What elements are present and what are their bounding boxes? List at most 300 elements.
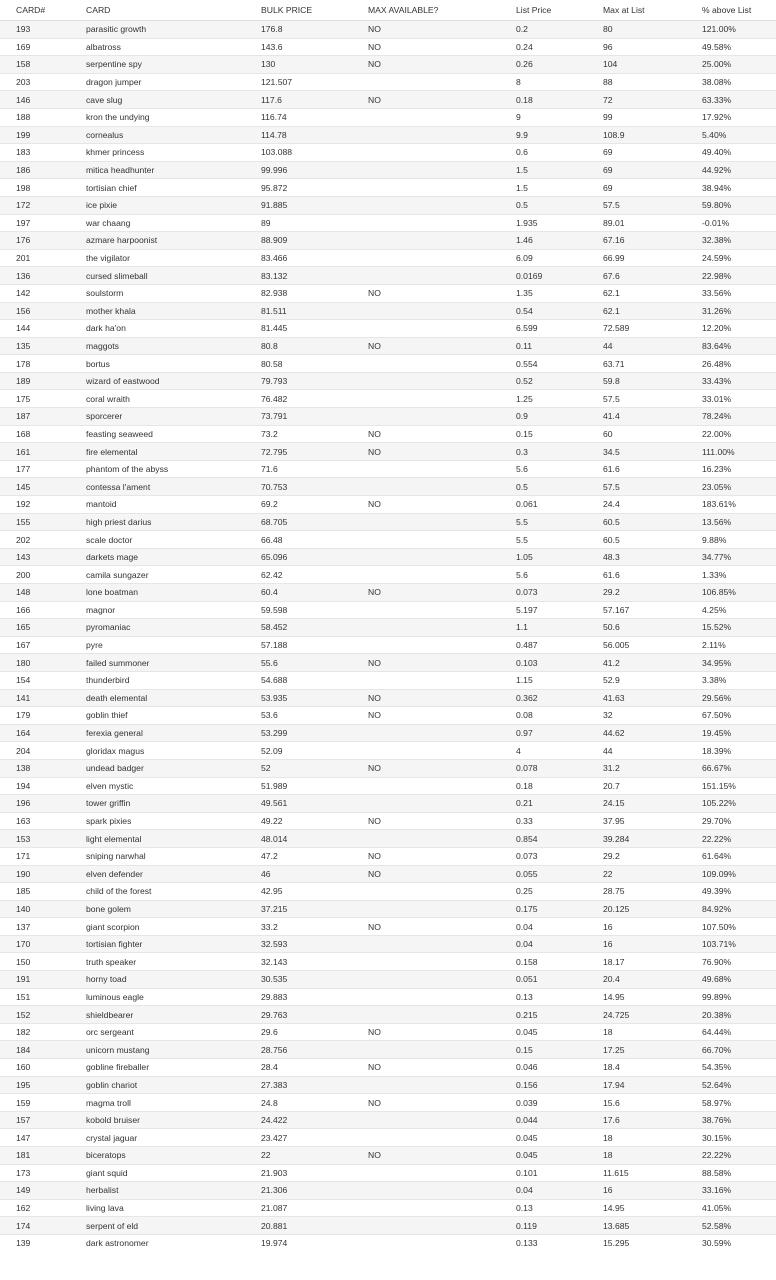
- table-row: [0, 865, 776, 883]
- column-header-list-price[interactable]: List Price: [500, 0, 587, 21]
- max-at-list-cell: 104: [587, 56, 686, 74]
- table-row: [0, 56, 776, 74]
- card-number-cell: 147: [0, 1129, 70, 1147]
- card-name-cell: ice pixie: [70, 196, 245, 214]
- percent-above-list-cell: 183.61%: [686, 496, 776, 514]
- table-row: [0, 496, 776, 514]
- table-row: [0, 513, 776, 531]
- list-price-cell: 0.055: [500, 865, 587, 883]
- card-number-cell: 165: [0, 619, 70, 637]
- max-available-cell: NO: [352, 1059, 500, 1077]
- percent-above-list-cell: 84.92%: [686, 900, 776, 918]
- list-price-cell: 1.1: [500, 619, 587, 637]
- max-at-list-cell: 59.8: [587, 372, 686, 390]
- list-price-cell: 0.33: [500, 812, 587, 830]
- max-at-list-cell: 60.5: [587, 531, 686, 549]
- percent-above-list-cell: 33.43%: [686, 372, 776, 390]
- bulk-price-cell: 76.482: [245, 390, 352, 408]
- max-at-list-cell: 14.95: [587, 988, 686, 1006]
- max-at-list-cell: 69: [587, 144, 686, 162]
- bulk-price-cell: 88.909: [245, 232, 352, 250]
- column-header-percent-above-list[interactable]: % above List: [686, 0, 776, 21]
- table-body: [0, 21, 776, 1252]
- column-header-bulk-price[interactable]: BULK PRICE: [245, 0, 352, 21]
- max-available-cell: NO: [352, 1147, 500, 1165]
- max-at-list-cell: 39.284: [587, 830, 686, 848]
- bulk-price-cell: 32.593: [245, 935, 352, 953]
- table-row: [0, 249, 776, 267]
- max-available-cell: [352, 601, 500, 619]
- max-available-cell: NO: [352, 56, 500, 74]
- card-name-cell: khmer princess: [70, 144, 245, 162]
- table-row: [0, 830, 776, 848]
- percent-above-list-cell: 18.39%: [686, 742, 776, 760]
- list-price-cell: 0.13: [500, 988, 587, 1006]
- column-header-max-available[interactable]: MAX AVAILABLE?: [352, 0, 500, 21]
- card-number-cell: 202: [0, 531, 70, 549]
- card-name-cell: the vigilator: [70, 249, 245, 267]
- list-price-cell: 1.05: [500, 548, 587, 566]
- bulk-price-cell: 59.598: [245, 601, 352, 619]
- max-available-cell: [352, 619, 500, 637]
- list-price-cell: 0.25: [500, 883, 587, 901]
- max-available-cell: [352, 1164, 500, 1182]
- bulk-price-cell: 54.688: [245, 671, 352, 689]
- max-at-list-cell: 16: [587, 935, 686, 953]
- max-at-list-cell: 52.9: [587, 671, 686, 689]
- table-row: [0, 1111, 776, 1129]
- table-row: [0, 302, 776, 320]
- table-row: [0, 1059, 776, 1077]
- percent-above-list-cell: 88.58%: [686, 1164, 776, 1182]
- list-price-cell: 0.18: [500, 91, 587, 109]
- max-at-list-cell: 18: [587, 1147, 686, 1165]
- max-available-cell: NO: [352, 38, 500, 56]
- max-available-cell: [352, 355, 500, 373]
- bulk-price-cell: 130: [245, 56, 352, 74]
- list-price-cell: 4: [500, 742, 587, 760]
- bulk-price-cell: 116.74: [245, 108, 352, 126]
- list-price-cell: 0.04: [500, 918, 587, 936]
- max-at-list-cell: 20.4: [587, 971, 686, 989]
- max-at-list-cell: 15.295: [587, 1234, 686, 1251]
- max-available-cell: NO: [352, 918, 500, 936]
- table-row: [0, 108, 776, 126]
- card-name-cell: sniping narwhal: [70, 847, 245, 865]
- table-row: [0, 214, 776, 232]
- list-price-cell: 0.158: [500, 953, 587, 971]
- bulk-price-cell: 66.48: [245, 531, 352, 549]
- card-number-cell: 166: [0, 601, 70, 619]
- percent-above-list-cell: 24.59%: [686, 249, 776, 267]
- percent-above-list-cell: 52.64%: [686, 1076, 776, 1094]
- list-price-cell: 0.078: [500, 759, 587, 777]
- max-available-cell: [352, 671, 500, 689]
- max-available-cell: [352, 108, 500, 126]
- card-name-cell: serpent of eld: [70, 1217, 245, 1235]
- max-available-cell: [352, 724, 500, 742]
- card-name-cell: magnor: [70, 601, 245, 619]
- bulk-price-cell: 37.215: [245, 900, 352, 918]
- bulk-price-cell: 21.087: [245, 1199, 352, 1217]
- list-price-cell: 6.599: [500, 320, 587, 338]
- max-at-list-cell: 18.17: [587, 953, 686, 971]
- max-at-list-cell: 32: [587, 707, 686, 725]
- card-number-cell: 150: [0, 953, 70, 971]
- max-at-list-cell: 66.99: [587, 249, 686, 267]
- card-name-cell: orc sergeant: [70, 1023, 245, 1041]
- percent-above-list-cell: 41.05%: [686, 1199, 776, 1217]
- card-name-cell: dragon jumper: [70, 73, 245, 91]
- max-at-list-cell: 20.125: [587, 900, 686, 918]
- max-available-cell: [352, 1076, 500, 1094]
- card-number-cell: 180: [0, 654, 70, 672]
- bulk-price-cell: 62.42: [245, 566, 352, 584]
- max-at-list-cell: 16: [587, 1182, 686, 1200]
- table-row: [0, 478, 776, 496]
- list-price-cell: 0.04: [500, 1182, 587, 1200]
- table-row: [0, 619, 776, 637]
- card-name-cell: truth speaker: [70, 953, 245, 971]
- column-header-max-at-list[interactable]: Max at List: [587, 0, 686, 21]
- table-row: [0, 232, 776, 250]
- bulk-price-cell: 49.22: [245, 812, 352, 830]
- card-name-cell: undead badger: [70, 759, 245, 777]
- card-name-cell: pyre: [70, 636, 245, 654]
- table-row: [0, 337, 776, 355]
- max-at-list-cell: 72.589: [587, 320, 686, 338]
- table-row: [0, 671, 776, 689]
- max-at-list-cell: 15.6: [587, 1094, 686, 1112]
- max-at-list-cell: 61.6: [587, 460, 686, 478]
- bulk-price-cell: 49.561: [245, 795, 352, 813]
- card-number-cell: 196: [0, 795, 70, 813]
- card-number-cell: 174: [0, 1217, 70, 1235]
- percent-above-list-cell: 12.20%: [686, 320, 776, 338]
- list-price-cell: 0.5: [500, 478, 587, 496]
- list-price-cell: 6.09: [500, 249, 587, 267]
- card-number-cell: 146: [0, 91, 70, 109]
- list-price-cell: 0.046: [500, 1059, 587, 1077]
- list-price-cell: 9: [500, 108, 587, 126]
- max-available-cell: [352, 126, 500, 144]
- max-available-cell: NO: [352, 91, 500, 109]
- list-price-cell: 0.045: [500, 1129, 587, 1147]
- max-at-list-cell: 17.25: [587, 1041, 686, 1059]
- bulk-price-cell: 42.95: [245, 883, 352, 901]
- list-price-cell: 0.97: [500, 724, 587, 742]
- card-name-cell: feasting seaweed: [70, 425, 245, 443]
- table-row: [0, 900, 776, 918]
- max-available-cell: [352, 935, 500, 953]
- max-at-list-cell: 72: [587, 91, 686, 109]
- percent-above-list-cell: 15.52%: [686, 619, 776, 637]
- list-price-cell: 0.21: [500, 795, 587, 813]
- table-row: [0, 390, 776, 408]
- bulk-price-cell: 68.705: [245, 513, 352, 531]
- percent-above-list-cell: 49.39%: [686, 883, 776, 901]
- card-number-cell: 152: [0, 1006, 70, 1024]
- table-row: [0, 636, 776, 654]
- bulk-price-cell: 55.6: [245, 654, 352, 672]
- bulk-price-cell: 23.427: [245, 1129, 352, 1147]
- card-name-cell: fire elemental: [70, 443, 245, 461]
- max-available-cell: NO: [352, 1023, 500, 1041]
- card-number-cell: 135: [0, 337, 70, 355]
- max-available-cell: [352, 1006, 500, 1024]
- card-number-cell: 163: [0, 812, 70, 830]
- column-header-card[interactable]: CARD: [70, 0, 245, 21]
- card-number-cell: 141: [0, 689, 70, 707]
- card-number-cell: 149: [0, 1182, 70, 1200]
- list-price-cell: 0.051: [500, 971, 587, 989]
- card-name-cell: scale doctor: [70, 531, 245, 549]
- percent-above-list-cell: 38.94%: [686, 179, 776, 197]
- max-at-list-cell: 29.2: [587, 584, 686, 602]
- card-number-cell: 199: [0, 126, 70, 144]
- card-number-cell: 160: [0, 1059, 70, 1077]
- list-price-cell: 0.119: [500, 1217, 587, 1235]
- table-row: [0, 759, 776, 777]
- percent-above-list-cell: 1.33%: [686, 566, 776, 584]
- card-name-cell: unicorn mustang: [70, 1041, 245, 1059]
- table-row: [0, 988, 776, 1006]
- percent-above-list-cell: 151.15%: [686, 777, 776, 795]
- table-row: [0, 144, 776, 162]
- card-number-cell: 170: [0, 935, 70, 953]
- max-available-cell: [352, 953, 500, 971]
- max-at-list-cell: 62.1: [587, 302, 686, 320]
- percent-above-list-cell: 17.92%: [686, 108, 776, 126]
- table-row: [0, 795, 776, 813]
- max-available-cell: NO: [352, 759, 500, 777]
- list-price-cell: 0.175: [500, 900, 587, 918]
- list-price-cell: 0.04: [500, 935, 587, 953]
- card-name-cell: living lava: [70, 1199, 245, 1217]
- card-number-cell: 189: [0, 372, 70, 390]
- max-available-cell: NO: [352, 1094, 500, 1112]
- card-number-cell: 200: [0, 566, 70, 584]
- list-price-cell: 0.3: [500, 443, 587, 461]
- table-row: [0, 196, 776, 214]
- card-name-cell: herbalist: [70, 1182, 245, 1200]
- max-available-cell: [352, 531, 500, 549]
- bulk-price-cell: 95.872: [245, 179, 352, 197]
- list-price-cell: 0.215: [500, 1006, 587, 1024]
- card-number-cell: 154: [0, 671, 70, 689]
- max-at-list-cell: 24.15: [587, 795, 686, 813]
- max-at-list-cell: 57.5: [587, 390, 686, 408]
- max-at-list-cell: 37.95: [587, 812, 686, 830]
- card-name-cell: giant scorpion: [70, 918, 245, 936]
- percent-above-list-cell: 78.24%: [686, 408, 776, 426]
- bulk-price-cell: 32.143: [245, 953, 352, 971]
- max-available-cell: NO: [352, 284, 500, 302]
- percent-above-list-cell: 22.98%: [686, 267, 776, 285]
- percent-above-list-cell: 34.77%: [686, 548, 776, 566]
- max-available-cell: [352, 1234, 500, 1251]
- bulk-price-cell: 57.188: [245, 636, 352, 654]
- max-available-cell: [352, 73, 500, 91]
- max-at-list-cell: 56.005: [587, 636, 686, 654]
- max-available-cell: NO: [352, 496, 500, 514]
- list-price-cell: 0.2: [500, 21, 587, 39]
- bulk-price-cell: 60.4: [245, 584, 352, 602]
- bulk-price-cell: 47.2: [245, 847, 352, 865]
- list-price-cell: 5.5: [500, 513, 587, 531]
- max-available-cell: NO: [352, 689, 500, 707]
- bulk-price-cell: 52.09: [245, 742, 352, 760]
- column-header-card-number[interactable]: CARD#: [0, 0, 70, 21]
- card-name-cell: mother khala: [70, 302, 245, 320]
- max-at-list-cell: 62.1: [587, 284, 686, 302]
- card-name-cell: sporcerer: [70, 408, 245, 426]
- card-name-cell: camila sungazer: [70, 566, 245, 584]
- card-number-cell: 161: [0, 443, 70, 461]
- card-name-cell: cave slug: [70, 91, 245, 109]
- bulk-price-cell: 22: [245, 1147, 352, 1165]
- max-available-cell: [352, 1182, 500, 1200]
- card-number-cell: 183: [0, 144, 70, 162]
- table-row: [0, 918, 776, 936]
- max-available-cell: [352, 988, 500, 1006]
- percent-above-list-cell: 105.22%: [686, 795, 776, 813]
- card-name-cell: ferexia general: [70, 724, 245, 742]
- percent-above-list-cell: 5.40%: [686, 126, 776, 144]
- max-available-cell: [352, 179, 500, 197]
- max-available-cell: [352, 742, 500, 760]
- table-row: [0, 1147, 776, 1165]
- bulk-price-cell: 83.466: [245, 249, 352, 267]
- card-name-cell: crystal jaguar: [70, 1129, 245, 1147]
- card-number-cell: 185: [0, 883, 70, 901]
- max-at-list-cell: 17.6: [587, 1111, 686, 1129]
- max-available-cell: [352, 830, 500, 848]
- table-row: [0, 1217, 776, 1235]
- list-price-cell: 0.26: [500, 56, 587, 74]
- list-price-cell: 0.24: [500, 38, 587, 56]
- card-name-cell: dark ha'on: [70, 320, 245, 338]
- bulk-price-cell: 70.753: [245, 478, 352, 496]
- table-row: [0, 1094, 776, 1112]
- max-at-list-cell: 13.685: [587, 1217, 686, 1235]
- bulk-price-cell: 24.8: [245, 1094, 352, 1112]
- max-at-list-cell: 44: [587, 337, 686, 355]
- percent-above-list-cell: 49.40%: [686, 144, 776, 162]
- list-price-cell: 0.15: [500, 425, 587, 443]
- card-name-cell: kobold bruiser: [70, 1111, 245, 1129]
- card-name-cell: luminous eagle: [70, 988, 245, 1006]
- percent-above-list-cell: 109.09%: [686, 865, 776, 883]
- list-price-cell: 1.5: [500, 161, 587, 179]
- card-name-cell: phantom of the abyss: [70, 460, 245, 478]
- card-name-cell: maggots: [70, 337, 245, 355]
- table-row: [0, 1041, 776, 1059]
- percent-above-list-cell: 22.22%: [686, 1147, 776, 1165]
- card-name-cell: gloridax magus: [70, 742, 245, 760]
- table-row: [0, 460, 776, 478]
- percent-above-list-cell: 52.58%: [686, 1217, 776, 1235]
- bulk-price-cell: 114.78: [245, 126, 352, 144]
- bulk-price-cell: 176.8: [245, 21, 352, 39]
- card-number-cell: 138: [0, 759, 70, 777]
- list-price-cell: 1.15: [500, 671, 587, 689]
- bulk-price-cell: 83.132: [245, 267, 352, 285]
- max-at-list-cell: 67.6: [587, 267, 686, 285]
- max-at-list-cell: 29.2: [587, 847, 686, 865]
- card-name-cell: horny toad: [70, 971, 245, 989]
- max-at-list-cell: 60.5: [587, 513, 686, 531]
- max-at-list-cell: 41.2: [587, 654, 686, 672]
- percent-above-list-cell: 63.33%: [686, 91, 776, 109]
- max-available-cell: [352, 1199, 500, 1217]
- card-number-cell: 187: [0, 408, 70, 426]
- bulk-price-cell: 29.763: [245, 1006, 352, 1024]
- max-at-list-cell: 67.16: [587, 232, 686, 250]
- percent-above-list-cell: 30.15%: [686, 1129, 776, 1147]
- card-number-cell: 191: [0, 971, 70, 989]
- bulk-price-cell: 58.452: [245, 619, 352, 637]
- percent-above-list-cell: 107.50%: [686, 918, 776, 936]
- bulk-price-cell: 29.883: [245, 988, 352, 1006]
- percent-above-list-cell: 20.38%: [686, 1006, 776, 1024]
- list-price-cell: 0.103: [500, 654, 587, 672]
- percent-above-list-cell: 49.58%: [686, 38, 776, 56]
- bulk-price-cell: 65.096: [245, 548, 352, 566]
- max-available-cell: NO: [352, 584, 500, 602]
- list-price-cell: 0.073: [500, 847, 587, 865]
- list-price-cell: 0.13: [500, 1199, 587, 1217]
- percent-above-list-cell: 13.56%: [686, 513, 776, 531]
- max-at-list-cell: 11.615: [587, 1164, 686, 1182]
- percent-above-list-cell: 2.11%: [686, 636, 776, 654]
- table-row: [0, 91, 776, 109]
- bulk-price-cell: 27.383: [245, 1076, 352, 1094]
- max-available-cell: [352, 144, 500, 162]
- list-price-cell: 0.11: [500, 337, 587, 355]
- percent-above-list-cell: 59.80%: [686, 196, 776, 214]
- max-at-list-cell: 16: [587, 918, 686, 936]
- percent-above-list-cell: 66.67%: [686, 759, 776, 777]
- percent-above-list-cell: 76.90%: [686, 953, 776, 971]
- max-at-list-cell: 20.7: [587, 777, 686, 795]
- percent-above-list-cell: 19.45%: [686, 724, 776, 742]
- bulk-price-cell: 20.881: [245, 1217, 352, 1235]
- percent-above-list-cell: 4.25%: [686, 601, 776, 619]
- list-price-cell: 0.18: [500, 777, 587, 795]
- max-available-cell: [352, 636, 500, 654]
- max-at-list-cell: 22: [587, 865, 686, 883]
- table-row: [0, 724, 776, 742]
- bulk-price-cell: 53.299: [245, 724, 352, 742]
- percent-above-list-cell: 25.00%: [686, 56, 776, 74]
- card-number-cell: 186: [0, 161, 70, 179]
- max-at-list-cell: 44.62: [587, 724, 686, 742]
- card-number-cell: 181: [0, 1147, 70, 1165]
- table-row: [0, 953, 776, 971]
- table-row: [0, 1076, 776, 1094]
- max-at-list-cell: 80: [587, 21, 686, 39]
- max-available-cell: [352, 1041, 500, 1059]
- list-price-cell: 1.935: [500, 214, 587, 232]
- card-name-cell: shieldbearer: [70, 1006, 245, 1024]
- list-price-cell: 9.9: [500, 126, 587, 144]
- card-number-cell: 178: [0, 355, 70, 373]
- card-number-cell: 153: [0, 830, 70, 848]
- max-available-cell: [352, 883, 500, 901]
- table-row: [0, 1234, 776, 1251]
- card-number-cell: 158: [0, 56, 70, 74]
